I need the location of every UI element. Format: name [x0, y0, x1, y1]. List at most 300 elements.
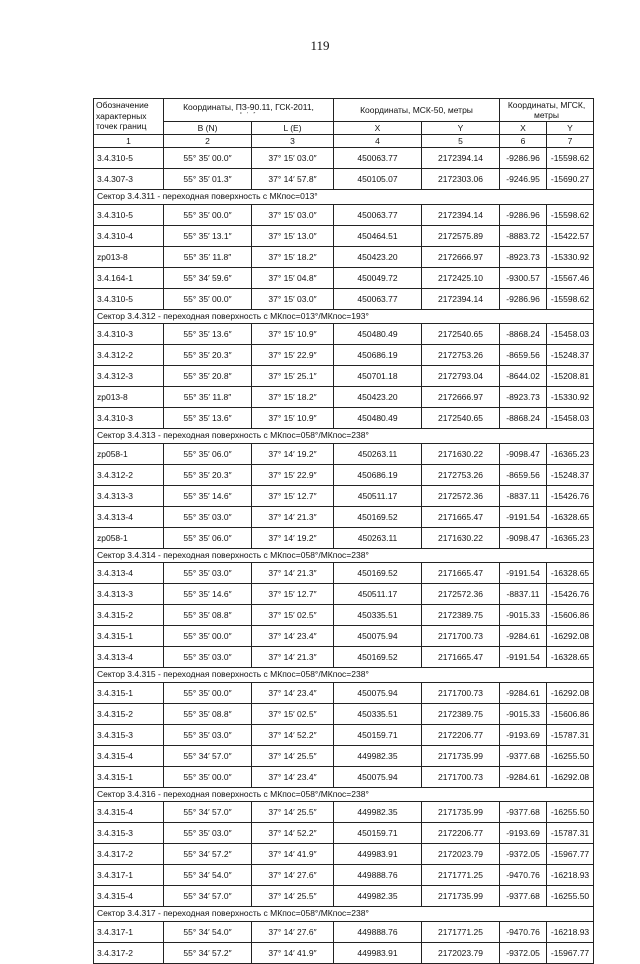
table-row — [94, 527, 594, 548]
column-number: 3 — [252, 135, 334, 148]
x-msk-cell: 450686.19 — [334, 464, 422, 485]
y-msk-cell: 2171630.22 — [422, 527, 500, 548]
point-id-cell: 3.4.313-3 — [94, 584, 164, 605]
x-mgsk-cell: -9372.05 — [500, 844, 547, 865]
x-msk-cell: 450169.52 — [334, 647, 422, 668]
y-mgsk-cell: -16292.08 — [547, 766, 594, 787]
b-cell: 55° 35′ 20.3″ — [164, 345, 252, 366]
point-id-cell: 3.4.310-5 — [94, 148, 164, 169]
l-cell: 37° 15′ 22.9″ — [252, 464, 334, 485]
x-mgsk-cell: -8868.24 — [500, 324, 547, 345]
table-row — [94, 169, 594, 190]
l-cell: 37° 14′ 41.9″ — [252, 942, 334, 963]
x-msk-cell: 449888.76 — [334, 921, 422, 942]
x-mgsk-cell: -9191.54 — [500, 647, 547, 668]
point-id-cell: 3.4.315-1 — [94, 766, 164, 787]
x-mgsk-cell: -9098.47 — [500, 443, 547, 464]
y-mgsk-cell: -16328.65 — [547, 563, 594, 584]
l-cell: 37° 15′ 03.0″ — [252, 288, 334, 309]
coordinates-table — [93, 98, 594, 964]
x-msk-cell: 450480.49 — [334, 408, 422, 429]
point-id-cell: 3.4.317-2 — [94, 942, 164, 963]
table-row — [94, 204, 594, 225]
column-number: 5 — [422, 135, 500, 148]
y-msk-cell: 2171700.73 — [422, 626, 500, 647]
x-mgsk-cell: -8659.56 — [500, 464, 547, 485]
x-msk-cell: 450063.77 — [334, 288, 422, 309]
header-y-msk: Y — [422, 122, 500, 135]
x-mgsk-cell: -9098.47 — [500, 527, 547, 548]
x-mgsk-cell: -8644.02 — [500, 366, 547, 387]
point-id-cell: 3.4.312-3 — [94, 366, 164, 387]
y-msk-cell: 2172540.65 — [422, 408, 500, 429]
point-id-cell: zp058-1 — [94, 443, 164, 464]
x-msk-cell: 450480.49 — [334, 324, 422, 345]
b-cell: 55° 35′ 06.0″ — [164, 443, 252, 464]
y-msk-cell: 2171771.25 — [422, 865, 500, 886]
point-id-cell: 3.4.315-2 — [94, 703, 164, 724]
l-cell: 37° 14′ 23.4″ — [252, 682, 334, 703]
table-row — [94, 703, 594, 724]
y-msk-cell: 2172793.04 — [422, 366, 500, 387]
table-row — [94, 823, 594, 844]
table-row — [94, 267, 594, 288]
b-cell: 55° 35′ 00.0″ — [164, 288, 252, 309]
b-cell: 55° 34′ 57.0″ — [164, 802, 252, 823]
x-mgsk-cell: -8868.24 — [500, 408, 547, 429]
x-mgsk-cell: -9377.68 — [500, 745, 547, 766]
coordinates-table-container — [93, 98, 593, 964]
table-row — [94, 745, 594, 766]
table-row — [94, 464, 594, 485]
y-msk-cell: 2171771.25 — [422, 921, 500, 942]
l-cell: 37° 14′ 27.6″ — [252, 921, 334, 942]
header-point-label: Обозначение характерных точек границ — [94, 99, 164, 135]
y-msk-cell: 2172666.97 — [422, 246, 500, 267]
l-cell: 37° 15′ 10.9″ — [252, 324, 334, 345]
b-cell: 55° 34′ 57.0″ — [164, 745, 252, 766]
l-cell: 37° 14′ 21.3″ — [252, 506, 334, 527]
b-cell: 55° 34′ 57.2″ — [164, 844, 252, 865]
x-msk-cell: 450263.11 — [334, 527, 422, 548]
b-cell: 55° 35′ 08.8″ — [164, 605, 252, 626]
point-id-cell: zp013-8 — [94, 246, 164, 267]
point-id-cell: 3.4.164-1 — [94, 267, 164, 288]
l-cell: 37° 15′ 03.0″ — [252, 148, 334, 169]
x-msk-cell: 450105.07 — [334, 169, 422, 190]
point-id-cell: 3.4.313-4 — [94, 647, 164, 668]
b-cell: 55° 35′ 06.0″ — [164, 527, 252, 548]
y-msk-cell: 2171630.22 — [422, 443, 500, 464]
l-cell: 37° 14′ 23.4″ — [252, 766, 334, 787]
y-mgsk-cell: -16292.08 — [547, 682, 594, 703]
x-msk-cell: 450075.94 — [334, 766, 422, 787]
x-msk-cell: 449983.91 — [334, 844, 422, 865]
x-mgsk-cell: -8837.11 — [500, 584, 547, 605]
x-mgsk-cell: -9284.61 — [500, 682, 547, 703]
x-msk-cell: 450701.18 — [334, 366, 422, 387]
y-msk-cell: 2171735.99 — [422, 886, 500, 907]
header-b: B (N) — [164, 122, 252, 135]
header-x-mgsk: X — [500, 122, 547, 135]
sector-row — [94, 787, 594, 802]
point-id-cell: 3.4.313-3 — [94, 485, 164, 506]
header-group-msk: Координаты, МСК-50, метры — [334, 99, 500, 122]
point-id-cell: 3.4.315-4 — [94, 886, 164, 907]
point-id-cell: 3.4.315-2 — [94, 605, 164, 626]
y-mgsk-cell: -15458.03 — [547, 408, 594, 429]
y-msk-cell: 2172303.06 — [422, 169, 500, 190]
y-mgsk-cell: -15606.86 — [547, 703, 594, 724]
l-cell: 37° 15′ 22.9″ — [252, 345, 334, 366]
y-msk-cell: 2172572.36 — [422, 485, 500, 506]
x-mgsk-cell: -9193.69 — [500, 823, 547, 844]
point-id-cell: zp058-1 — [94, 527, 164, 548]
x-msk-cell: 450169.52 — [334, 506, 422, 527]
x-mgsk-cell: -8659.56 — [500, 345, 547, 366]
b-cell: 55° 35′ 00.0″ — [164, 626, 252, 647]
sector-row — [94, 190, 594, 205]
table-row — [94, 724, 594, 745]
y-mgsk-cell: -16328.65 — [547, 506, 594, 527]
y-msk-cell: 2172389.75 — [422, 605, 500, 626]
point-id-cell: 3.4.310-5 — [94, 204, 164, 225]
y-msk-cell: 2172572.36 — [422, 584, 500, 605]
b-cell: 55° 35′ 00.0″ — [164, 204, 252, 225]
x-mgsk-cell: -9193.69 — [500, 724, 547, 745]
sector-row — [94, 668, 594, 683]
table-row — [94, 148, 594, 169]
sector-row — [94, 309, 594, 324]
x-mgsk-cell: -8837.11 — [500, 485, 547, 506]
x-mgsk-cell: -9300.57 — [500, 267, 547, 288]
point-id-cell: zp013-8 — [94, 387, 164, 408]
x-msk-cell: 450511.17 — [334, 584, 422, 605]
b-cell: 55° 34′ 54.0″ — [164, 865, 252, 886]
table-row — [94, 225, 594, 246]
column-number: 4 — [334, 135, 422, 148]
b-cell: 55° 35′ 13.6″ — [164, 408, 252, 429]
point-id-cell: 3.4.317-1 — [94, 865, 164, 886]
x-msk-cell: 450063.77 — [334, 148, 422, 169]
x-msk-cell: 450063.77 — [334, 204, 422, 225]
x-msk-cell: 450423.20 — [334, 246, 422, 267]
l-cell: 37° 15′ 04.8″ — [252, 267, 334, 288]
x-mgsk-cell: -8923.73 — [500, 387, 547, 408]
x-msk-cell: 450686.19 — [334, 345, 422, 366]
table-row — [94, 345, 594, 366]
y-msk-cell: 2172206.77 — [422, 724, 500, 745]
l-cell: 37° 15′ 13.0″ — [252, 225, 334, 246]
y-msk-cell: 2171735.99 — [422, 802, 500, 823]
y-mgsk-cell: -16365.23 — [547, 443, 594, 464]
y-mgsk-cell: -15598.62 — [547, 148, 594, 169]
sector-title: Сектор 3.4.311 - переходная поверхность с МКпос=013° — [94, 190, 594, 205]
l-cell: 37° 14′ 19.2″ — [252, 443, 334, 464]
x-mgsk-cell: -9286.96 — [500, 148, 547, 169]
l-cell: 37° 15′ 02.5″ — [252, 605, 334, 626]
l-cell: 37° 15′ 03.0″ — [252, 204, 334, 225]
table-row — [94, 584, 594, 605]
b-cell: 55° 35′ 13.1″ — [164, 225, 252, 246]
l-cell: 37° 14′ 21.3″ — [252, 563, 334, 584]
x-msk-cell: 450511.17 — [334, 485, 422, 506]
y-msk-cell: 2172753.26 — [422, 464, 500, 485]
y-mgsk-cell: -15426.76 — [547, 584, 594, 605]
l-cell: 37° 15′ 02.5″ — [252, 703, 334, 724]
x-mgsk-cell: -9377.68 — [500, 886, 547, 907]
header-x-msk: X — [334, 122, 422, 135]
y-msk-cell: 2172394.14 — [422, 204, 500, 225]
l-cell: 37° 15′ 18.2″ — [252, 246, 334, 267]
x-mgsk-cell: -9286.96 — [500, 204, 547, 225]
b-cell: 55° 35′ 14.6″ — [164, 485, 252, 506]
x-msk-cell: 449982.35 — [334, 886, 422, 907]
y-msk-cell: 2171665.47 — [422, 563, 500, 584]
sector-title: Сектор 3.4.317 - переходная поверхность с МКпос=058°/МКпос=238° — [94, 907, 594, 922]
x-msk-cell: 449982.35 — [334, 745, 422, 766]
table-body — [94, 148, 594, 964]
b-cell: 55° 35′ 20.8″ — [164, 366, 252, 387]
l-cell: 37° 14′ 27.6″ — [252, 865, 334, 886]
table-row — [94, 766, 594, 787]
b-cell: 55° 34′ 57.0″ — [164, 886, 252, 907]
y-mgsk-cell: -15967.77 — [547, 844, 594, 865]
point-id-cell: 3.4.315-1 — [94, 626, 164, 647]
x-mgsk-cell: -9372.05 — [500, 942, 547, 963]
x-msk-cell: 450263.11 — [334, 443, 422, 464]
column-number: 7 — [547, 135, 594, 148]
x-msk-cell: 450335.51 — [334, 605, 422, 626]
column-number: 2 — [164, 135, 252, 148]
y-mgsk-cell: -15567.46 — [547, 267, 594, 288]
y-mgsk-cell: -15598.62 — [547, 204, 594, 225]
y-mgsk-cell: -15330.92 — [547, 246, 594, 267]
y-mgsk-cell: -16365.23 — [547, 527, 594, 548]
point-id-cell: 3.4.313-4 — [94, 506, 164, 527]
x-msk-cell: 450049.72 — [334, 267, 422, 288]
y-mgsk-cell: -15248.37 — [547, 464, 594, 485]
point-id-cell: 3.4.307-3 — [94, 169, 164, 190]
y-msk-cell: 2171735.99 — [422, 745, 500, 766]
table-row — [94, 942, 594, 963]
l-cell: 37° 14′ 25.5″ — [252, 802, 334, 823]
y-mgsk-cell: -15606.86 — [547, 605, 594, 626]
column-number: 1 — [94, 135, 164, 148]
point-id-cell: 3.4.310-3 — [94, 324, 164, 345]
y-mgsk-cell: -15967.77 — [547, 942, 594, 963]
l-cell: 37° 14′ 23.4″ — [252, 626, 334, 647]
y-mgsk-cell: -15787.31 — [547, 724, 594, 745]
column-number: 6 — [500, 135, 547, 148]
y-msk-cell: 2171700.73 — [422, 682, 500, 703]
x-mgsk-cell: -9470.76 — [500, 921, 547, 942]
x-msk-cell: 450075.94 — [334, 682, 422, 703]
point-id-cell: 3.4.317-1 — [94, 921, 164, 942]
point-id-cell: 3.4.313-4 — [94, 563, 164, 584]
sector-row — [94, 907, 594, 922]
table-row — [94, 366, 594, 387]
l-cell: 37° 14′ 57.8″ — [252, 169, 334, 190]
l-cell: 37° 15′ 18.2″ — [252, 387, 334, 408]
x-mgsk-cell: -9015.33 — [500, 703, 547, 724]
x-mgsk-cell: -9191.54 — [500, 506, 547, 527]
x-msk-cell: 449888.76 — [334, 865, 422, 886]
b-cell: 55° 35′ 03.0″ — [164, 823, 252, 844]
table-row — [94, 802, 594, 823]
l-cell: 37° 14′ 25.5″ — [252, 886, 334, 907]
point-id-cell: 3.4.310-4 — [94, 225, 164, 246]
l-cell: 37° 14′ 52.2″ — [252, 724, 334, 745]
header-y-mgsk: Y — [547, 122, 594, 135]
header-group-pz-text: Координаты, ПЗ-90.11, ГСК-2011, — [183, 102, 314, 112]
b-cell: 55° 34′ 54.0″ — [164, 921, 252, 942]
x-msk-cell: 449983.91 — [334, 942, 422, 963]
y-mgsk-cell: -16218.93 — [547, 865, 594, 886]
l-cell: 37° 15′ 12.7″ — [252, 584, 334, 605]
l-cell: 37° 14′ 25.5″ — [252, 745, 334, 766]
point-id-cell: 3.4.315-3 — [94, 823, 164, 844]
x-mgsk-cell: -9377.68 — [500, 802, 547, 823]
y-msk-cell: 2172023.79 — [422, 942, 500, 963]
x-mgsk-cell: -9284.61 — [500, 626, 547, 647]
page-number: 119 — [310, 38, 330, 53]
sector-title: Сектор 3.4.313 - переходная поверхность с МКпос=058°/МКпос=238° — [94, 429, 594, 444]
x-msk-cell: 450464.51 — [334, 225, 422, 246]
b-cell: 55° 35′ 00.0″ — [164, 148, 252, 169]
table-header — [94, 99, 594, 148]
y-mgsk-cell: -15787.31 — [547, 823, 594, 844]
x-mgsk-cell: -8923.73 — [500, 246, 547, 267]
x-msk-cell: 450075.94 — [334, 626, 422, 647]
x-mgsk-cell: -9470.76 — [500, 865, 547, 886]
l-cell: 37° 14′ 52.2″ — [252, 823, 334, 844]
y-msk-cell: 2172753.26 — [422, 345, 500, 366]
y-msk-cell: 2172394.14 — [422, 148, 500, 169]
l-cell: 37° 15′ 10.9″ — [252, 408, 334, 429]
x-mgsk-cell: -8883.72 — [500, 225, 547, 246]
y-mgsk-cell: -16255.50 — [547, 802, 594, 823]
x-msk-cell: 450423.20 — [334, 387, 422, 408]
x-msk-cell: 449982.35 — [334, 802, 422, 823]
b-cell: 55° 35′ 03.0″ — [164, 506, 252, 527]
table-row — [94, 288, 594, 309]
x-msk-cell: 450159.71 — [334, 724, 422, 745]
table-row — [94, 647, 594, 668]
table-row — [94, 605, 594, 626]
y-msk-cell: 2172540.65 — [422, 324, 500, 345]
sector-title: Сектор 3.4.316 - переходная поверхность с МКпос=058°/МКпос=238° — [94, 787, 594, 802]
header-group-pz-units: ° ′ ″ — [239, 112, 258, 118]
y-mgsk-cell: -15422.57 — [547, 225, 594, 246]
x-msk-cell: 450169.52 — [334, 563, 422, 584]
b-cell: 55° 34′ 57.2″ — [164, 942, 252, 963]
table-row — [94, 485, 594, 506]
y-mgsk-cell: -15330.92 — [547, 387, 594, 408]
y-mgsk-cell: -15598.62 — [547, 288, 594, 309]
b-cell: 55° 35′ 03.0″ — [164, 563, 252, 584]
l-cell: 37° 15′ 25.1″ — [252, 366, 334, 387]
b-cell: 55° 35′ 03.0″ — [164, 724, 252, 745]
point-id-cell: 3.4.317-2 — [94, 844, 164, 865]
y-mgsk-cell: -16328.65 — [547, 647, 594, 668]
b-cell: 55° 35′ 11.8″ — [164, 387, 252, 408]
table-row — [94, 387, 594, 408]
y-mgsk-cell: -15426.76 — [547, 485, 594, 506]
y-msk-cell: 2171665.47 — [422, 506, 500, 527]
y-mgsk-cell: -16255.50 — [547, 745, 594, 766]
sector-row — [94, 548, 594, 563]
y-mgsk-cell: -15690.27 — [547, 169, 594, 190]
header-l: L (E) — [252, 122, 334, 135]
b-cell: 55° 35′ 20.3″ — [164, 464, 252, 485]
point-id-cell: 3.4.312-2 — [94, 464, 164, 485]
y-msk-cell: 2172575.89 — [422, 225, 500, 246]
point-id-cell: 3.4.315-4 — [94, 745, 164, 766]
y-msk-cell: 2171700.73 — [422, 766, 500, 787]
b-cell: 55° 35′ 03.0″ — [164, 647, 252, 668]
b-cell: 55° 35′ 00.0″ — [164, 682, 252, 703]
table-row — [94, 682, 594, 703]
sector-title: Сектор 3.4.315 - переходная поверхность с МКпос=058°/МКпос=238° — [94, 668, 594, 683]
table-row — [94, 626, 594, 647]
table-row — [94, 324, 594, 345]
y-msk-cell: 2171665.47 — [422, 647, 500, 668]
y-msk-cell: 2172389.75 — [422, 703, 500, 724]
point-id-cell: 3.4.315-3 — [94, 724, 164, 745]
point-id-cell: 3.4.312-2 — [94, 345, 164, 366]
sector-title: Сектор 3.4.312 - переходная поверхность с МКпос=013°/МКпос=193° — [94, 309, 594, 324]
y-mgsk-cell: -16218.93 — [547, 921, 594, 942]
l-cell: 37° 15′ 12.7″ — [252, 485, 334, 506]
table-row — [94, 865, 594, 886]
x-msk-cell: 450335.51 — [334, 703, 422, 724]
sector-row — [94, 429, 594, 444]
x-mgsk-cell: -9286.96 — [500, 288, 547, 309]
y-mgsk-cell: -16255.50 — [547, 886, 594, 907]
point-id-cell: 3.4.310-5 — [94, 288, 164, 309]
header-group-pz — [164, 99, 334, 122]
x-mgsk-cell: -9246.95 — [500, 169, 547, 190]
y-msk-cell: 2172206.77 — [422, 823, 500, 844]
sector-title: Сектор 3.4.314 - переходная поверхность с МКпос=058°/МКпос=238° — [94, 548, 594, 563]
y-mgsk-cell: -15208.81 — [547, 366, 594, 387]
y-msk-cell: 2172394.14 — [422, 288, 500, 309]
y-msk-cell: 2172666.97 — [422, 387, 500, 408]
b-cell: 55° 35′ 08.8″ — [164, 703, 252, 724]
x-msk-cell: 450159.71 — [334, 823, 422, 844]
b-cell: 55° 35′ 00.0″ — [164, 766, 252, 787]
table-row — [94, 408, 594, 429]
l-cell: 37° 14′ 21.3″ — [252, 647, 334, 668]
table-row — [94, 563, 594, 584]
x-mgsk-cell: -9191.54 — [500, 563, 547, 584]
b-cell: 55° 34′ 59.6″ — [164, 267, 252, 288]
table-row — [94, 844, 594, 865]
b-cell: 55° 35′ 14.6″ — [164, 584, 252, 605]
header-group-mgsk: Координаты, МГСК, метры — [500, 99, 594, 122]
b-cell: 55° 35′ 11.8″ — [164, 246, 252, 267]
x-mgsk-cell: -9015.33 — [500, 605, 547, 626]
point-id-cell: 3.4.315-4 — [94, 802, 164, 823]
l-cell: 37° 14′ 19.2″ — [252, 527, 334, 548]
point-id-cell: 3.4.310-3 — [94, 408, 164, 429]
point-id-cell: 3.4.315-1 — [94, 682, 164, 703]
y-msk-cell: 2172023.79 — [422, 844, 500, 865]
y-msk-cell: 2172425.10 — [422, 267, 500, 288]
table-row — [94, 886, 594, 907]
l-cell: 37° 14′ 41.9″ — [252, 844, 334, 865]
